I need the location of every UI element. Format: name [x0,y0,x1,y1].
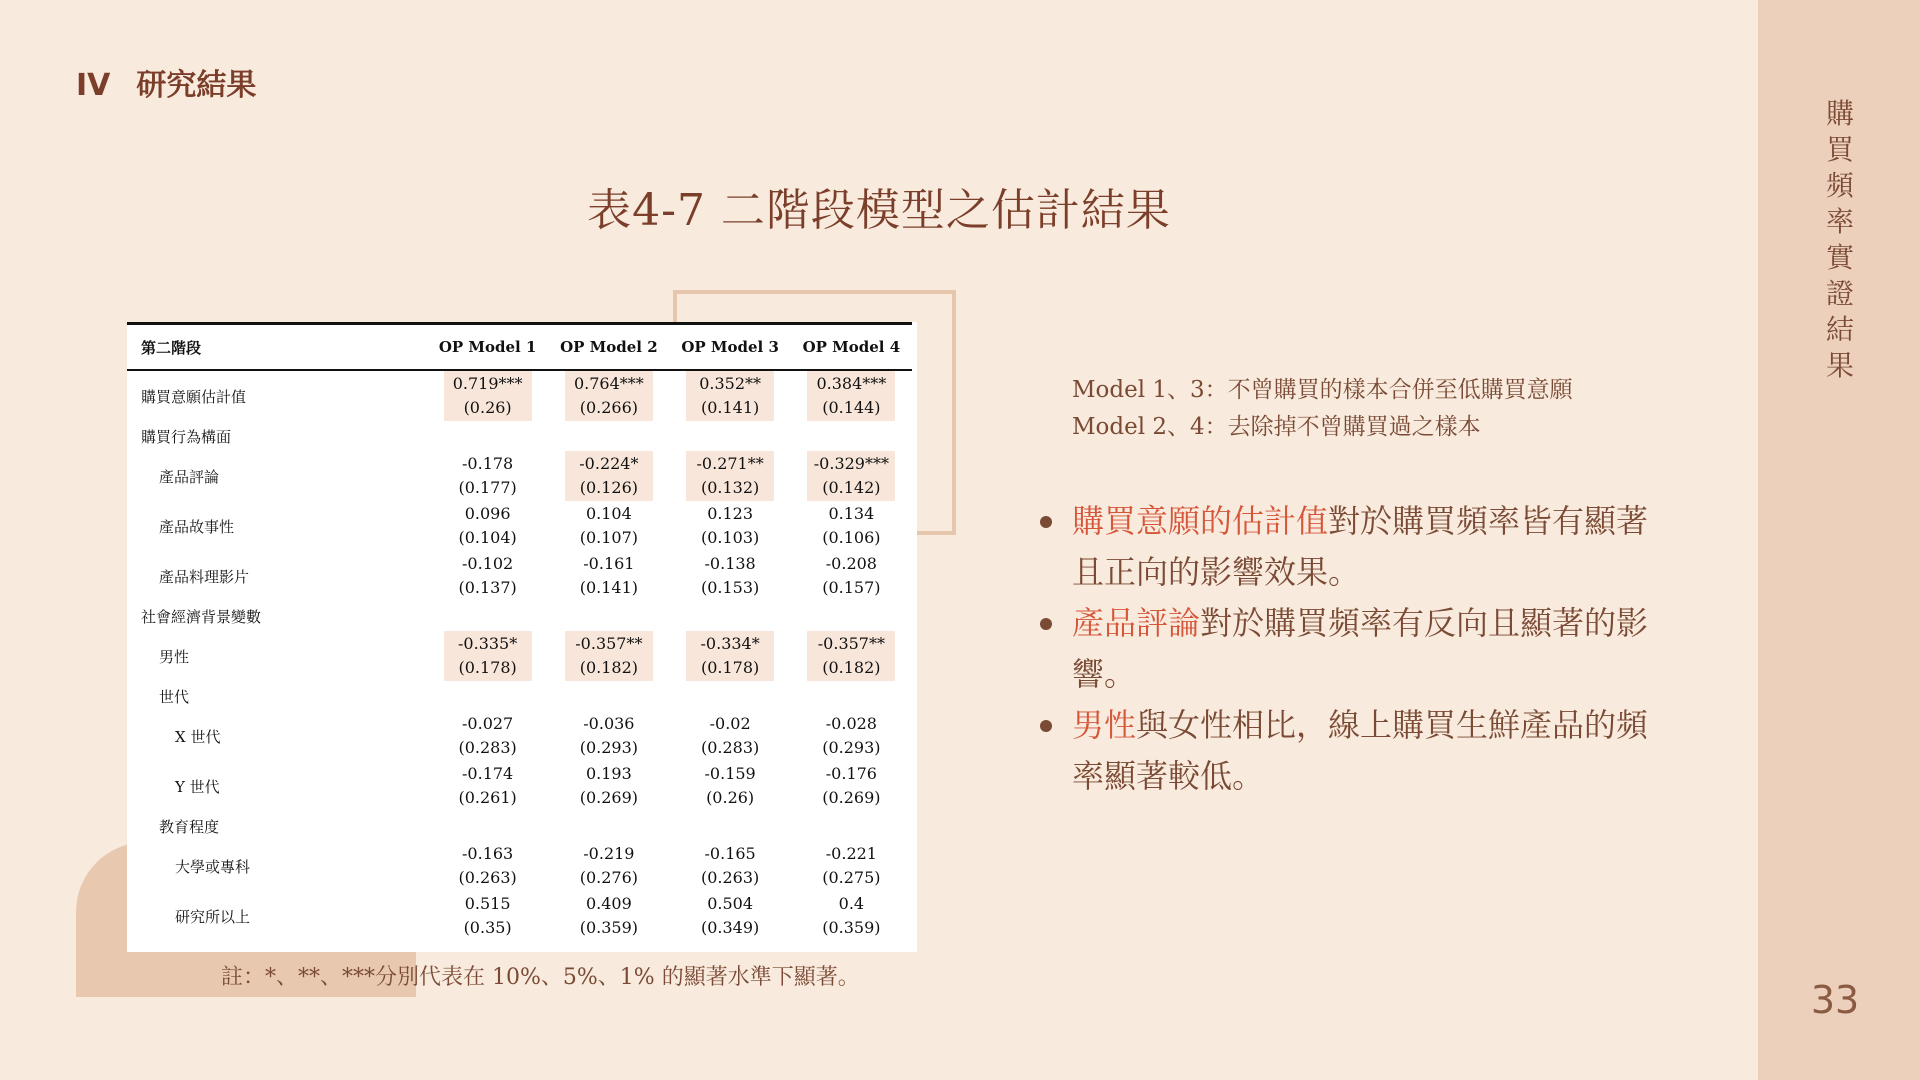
estimate-cell [791,631,912,681]
estimate [444,711,532,761]
significant-estimate [686,451,774,501]
standard-error: (0.263) [458,868,517,887]
standard-error: (0.269) [579,788,639,807]
estimate-cell [548,370,669,421]
standard-error: (0.266) [579,398,639,417]
finding-item [1040,496,1660,598]
estimate-cell [791,451,912,501]
estimate-cell [791,711,912,761]
estimate-cell [670,711,791,761]
estimate [444,501,532,551]
standard-error: (0.141) [700,398,760,417]
table-row [127,841,912,891]
estimate-cell [548,891,669,941]
row-label: 產品故事性 [159,517,235,536]
coefficient: 0.193 [585,764,632,783]
estimate [686,761,774,811]
standard-error: (0.182) [579,658,639,677]
estimate [686,841,774,891]
sidebar-title-char: 結 [1825,313,1854,346]
estimate-cell [670,841,791,891]
coefficient: -0.357** [575,634,643,653]
estimate [565,711,653,761]
estimate [565,551,653,601]
header-model-1: OP Model 1 [427,324,548,371]
coefficient: -0.163 [462,844,514,863]
row-label: 社會經濟背景變數 [141,607,262,626]
estimate-cell [427,631,548,681]
estimate-cell [427,501,548,551]
significant-estimate [565,371,653,421]
standard-error: (0.283) [458,738,517,757]
bullet-dot-icon [1040,516,1052,528]
estimate-cell [548,451,669,501]
estimate-cell [791,841,912,891]
estimate [807,551,895,601]
estimate-cell [670,551,791,601]
coefficient: -0.161 [583,554,635,573]
estimate-cell [548,711,669,761]
standard-error: (0.35) [463,918,512,937]
coefficient: 0.515 [464,894,511,913]
estimate-cell [427,761,548,811]
estimate-cell [670,501,791,551]
coefficient: -0.027 [462,714,514,733]
coefficient: 0.764*** [573,374,644,393]
estimate-cell [670,451,791,501]
page-number: 33 [1810,978,1860,1022]
estimate [686,551,774,601]
finding-text: 對於購買頻率皆有顯著且正向的影響效果。 [1072,502,1649,591]
significant-estimate [444,631,532,681]
coefficient: 0.096 [464,504,511,523]
estimate-cell [427,451,548,501]
standard-error: (0.144) [822,398,881,417]
estimate-cell [548,551,669,601]
standard-error: (0.107) [579,528,639,547]
model-notes [1072,372,1573,446]
finding-text: 對於購買頻率有反向且顯著的影響。 [1072,604,1649,693]
coefficient: -0.178 [462,454,514,473]
standard-error: (0.104) [458,528,517,547]
row-label: 大學或專科 [175,857,251,876]
estimate-cell [548,841,669,891]
estimate [565,501,653,551]
coefficient: -0.02 [709,714,751,733]
table-group-row [127,421,912,451]
standard-error: (0.178) [458,658,517,677]
coefficient: -0.159 [704,764,756,783]
table-group-row [127,601,912,631]
finding-item [1040,700,1660,802]
results-table-card [127,322,917,952]
bullet-dot-icon [1040,720,1052,732]
row-label: Y 世代 [175,777,220,796]
coefficient: 0.4 [838,894,865,913]
finding-highlight: 購買意願的估計值 [1072,502,1329,540]
coefficient: -0.357** [817,634,885,653]
table-row [127,761,912,811]
significant-estimate [807,631,895,681]
estimate-cell [427,711,548,761]
standard-error: (0.359) [579,918,639,937]
standard-error: (0.263) [700,868,760,887]
standard-error: (0.26) [463,398,512,417]
estimate-cell [670,370,791,421]
section-number: IV [76,68,111,103]
estimate-cell [791,891,912,941]
standard-error: (0.142) [822,478,881,497]
coefficient: -0.138 [704,554,756,573]
standard-error: (0.157) [822,578,881,597]
model-note-2: Model 2、4：去除掉不曾購買過之樣本 [1072,414,1481,440]
table-group-row [127,681,912,711]
estimation-table [127,322,912,941]
standard-error: (0.137) [458,578,517,597]
estimate-cell [548,761,669,811]
table-group-row [127,811,912,841]
coefficient: -0.271** [696,454,764,473]
coefficient: -0.036 [583,714,635,733]
estimate-cell [427,841,548,891]
coefficient: -0.165 [704,844,756,863]
findings-list [1040,496,1660,802]
coefficient: -0.176 [825,764,877,783]
estimate-cell [791,551,912,601]
coefficient: 0.719*** [452,374,523,393]
table-body [127,370,912,941]
standard-error: (0.293) [579,738,639,757]
estimate [565,841,653,891]
estimate-cell [427,891,548,941]
row-label: 購買意願估計值 [141,387,247,406]
coefficient: -0.329*** [813,454,889,473]
row-label: 男性 [159,647,190,666]
estimate-cell [670,631,791,681]
standard-error: (0.283) [700,738,760,757]
table-row [127,631,912,681]
table-header-row [127,324,912,371]
estimate [807,501,895,551]
row-label: 教育程度 [159,817,220,836]
coefficient: 0.384*** [816,374,887,393]
estimate [565,761,653,811]
estimate [444,841,532,891]
significant-estimate [807,371,895,421]
coefficient: -0.102 [462,554,514,573]
sidebar-title-char: 率 [1825,205,1854,238]
header-model-2: OP Model 2 [548,324,669,371]
coefficient: 0.123 [707,504,754,523]
coefficient: 0.134 [828,504,875,523]
row-label: 世代 [159,687,190,706]
estimate [444,761,532,811]
standard-error: (0.275) [822,868,881,887]
finding-highlight: 產品評論 [1072,604,1201,642]
sidebar-title-char: 證 [1825,277,1854,310]
coefficient: -0.028 [825,714,877,733]
estimate [807,711,895,761]
header-stage: 第二階段 [127,324,427,371]
significant-estimate [444,371,532,421]
standard-error: (0.103) [700,528,760,547]
section-label [76,60,256,104]
table-row [127,451,912,501]
standard-error: (0.132) [700,478,760,497]
finding-text: 與女性相比，線上購買生鮮產品的頻率顯著較低。 [1072,706,1649,795]
model-note-1: Model 1、3：不曾購買的樣本合併至低購買意願 [1072,377,1573,403]
significant-estimate [686,631,774,681]
coefficient: 0.504 [707,894,754,913]
section-title: 研究結果 [136,68,257,103]
standard-error: (0.126) [579,478,639,497]
table-row [127,711,912,761]
standard-error: (0.293) [822,738,881,757]
estimate-cell [548,631,669,681]
header-model-3: OP Model 3 [670,324,791,371]
standard-error: (0.141) [579,578,639,597]
estimate-cell [427,551,548,601]
row-label: 研究所以上 [175,907,251,926]
estimate-cell [791,501,912,551]
sidebar-title-char: 頻 [1825,169,1854,202]
standard-error: (0.177) [458,478,517,497]
estimate [807,891,895,941]
significant-estimate [565,631,653,681]
standard-error: (0.269) [822,788,881,807]
table-row [127,891,912,941]
estimate [807,841,895,891]
standard-error: (0.182) [822,658,881,677]
coefficient: -0.208 [825,554,877,573]
coefficient: -0.224* [579,454,639,473]
standard-error: (0.106) [822,528,881,547]
standard-error: (0.261) [458,788,517,807]
header-model-4: OP Model 4 [791,324,912,371]
table-footnote: 註：*、**、***分別代表在 10%、5%、1% 的顯著水準下顯著。 [221,965,860,990]
estimate-cell [791,761,912,811]
sidebar-vertical-title [1812,96,1868,384]
estimate-cell [670,891,791,941]
estimate-cell [791,370,912,421]
standard-error: (0.276) [579,868,639,887]
estimate [807,761,895,811]
estimate-cell [548,501,669,551]
coefficient: -0.335* [458,634,518,653]
coefficient: 0.352** [699,374,762,393]
table-row [127,551,912,601]
estimate [565,891,653,941]
coefficient: -0.174 [462,764,514,783]
estimate [444,891,532,941]
estimate [686,501,774,551]
coefficient: -0.334* [700,634,760,653]
table-row [127,370,912,421]
finding-highlight: 男性 [1072,706,1137,744]
estimate-cell [427,370,548,421]
coefficient: 0.104 [585,504,632,523]
sidebar-title-char: 實 [1825,241,1854,274]
estimate [444,451,532,501]
bullet-dot-icon [1040,618,1052,630]
standard-error: (0.349) [700,918,760,937]
row-label: X 世代 [175,727,221,746]
row-label: 產品料理影片 [159,567,250,586]
significant-estimate [565,451,653,501]
significant-estimate [807,451,895,501]
coefficient: -0.219 [583,844,635,863]
row-label: 產品評論 [159,467,220,486]
sidebar-title-char: 買 [1825,133,1854,166]
standard-error: (0.178) [700,658,760,677]
row-label: 購買行為構面 [141,427,232,446]
estimate [444,551,532,601]
sidebar-title-char: 果 [1825,349,1854,382]
table-row [127,501,912,551]
coefficient: 0.409 [585,894,632,913]
standard-error: (0.153) [700,578,760,597]
sidebar-title-char: 購 [1825,97,1854,130]
standard-error: (0.359) [822,918,881,937]
coefficient: -0.221 [825,844,877,863]
finding-item [1040,598,1660,700]
estimate [686,711,774,761]
estimate [686,891,774,941]
page-title: 表4-7 二階段模型之估計結果 [587,185,1171,236]
estimate-cell [670,761,791,811]
significant-estimate [686,371,774,421]
standard-error: (0.26) [706,788,755,807]
